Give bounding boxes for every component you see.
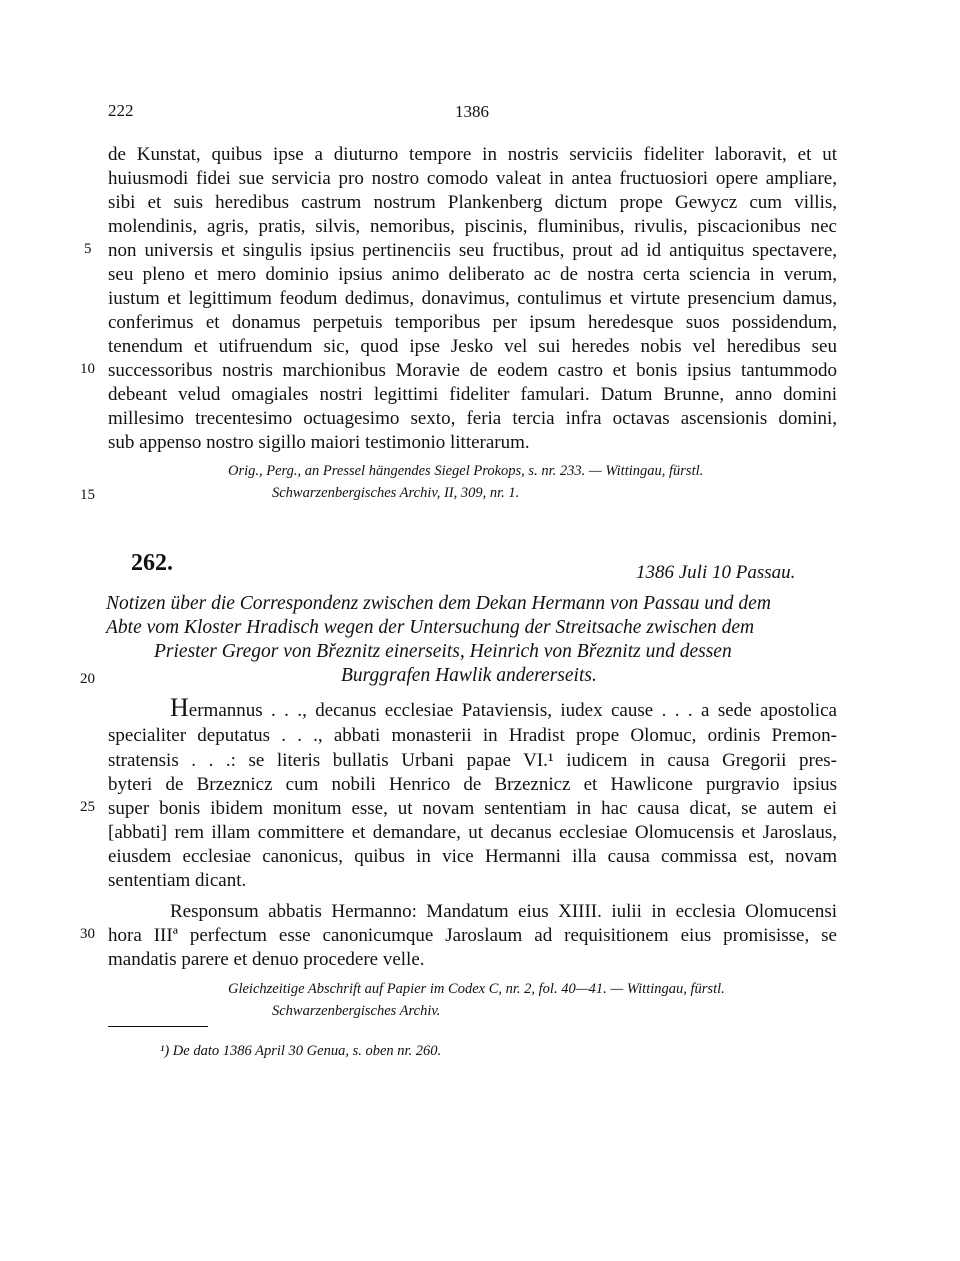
document-number: 262.: [131, 550, 173, 576]
document-heading: Abte vom Kloster Hradisch wegen der Untersuchung der Streitsache zwischen dem: [106, 617, 755, 638]
text-line: successoribus nostris marchionibus Moravie de eodem castro et bonis ipsius tantummodo: [108, 360, 837, 381]
text-line: de Kunstat, quibus ipse a diuturno tempore in nostris serviciis fideliter laboravit, et ut: [108, 144, 837, 165]
text-line: millesimo trecentesimo octuagesimo sexto, feria tercia infra octavas ascensionis domini,: [108, 408, 837, 429]
text-line: eiusdem ecclesiae canonicus, quibus in vice Hermanni illa causa commissa est, novam: [108, 846, 837, 867]
text-line: stratensis . . .: se literis bullatis Urbani papae VI.¹ iudicem in causa Gregorii pres-: [108, 750, 837, 771]
document-heading: Burggrafen Hawlik andererseits.: [341, 665, 597, 686]
text-line: tenendum et utifruendum sic, quod ipse Jesko vel sui heredes nobis vel heredibus seu: [108, 336, 837, 357]
text-line: byteri de Brzeznicz cum nobili Henrico de Brzeznicz et Hawlicone purgravio ipsius: [108, 774, 837, 795]
text-line: non universis et singulis ipsius pertinenciis seu fructibus, prout ad id antiquitus spectavere,: [108, 240, 837, 261]
line-number: 20: [80, 671, 95, 687]
text-line: sibi et suis heredibus castrum nostrum Plankenberg dictum prope Gewycz cum villis,: [108, 192, 837, 213]
page-number: 222: [108, 101, 134, 120]
text-line: molendinis, agris, pratis, silvis, nemoribus, piscinis, fluminibus, rivulis, piscacionibus nec: [108, 216, 837, 237]
line-number: 10: [80, 361, 95, 377]
source-note: Gleichzeitige Abschrift auf Papier im Codex C, nr. 2, fol. 40—41. — Wittingau, fürstl.: [228, 981, 725, 997]
text-line: seu pleno et mero dominio ipsius animo deliberato ac de nostra certa sciencia in verum,: [108, 264, 837, 285]
line-number: 30: [80, 926, 95, 942]
text-line: Responsum abbatis Hermanno: Mandatum eius XIIII. iulii in ecclesia Olomucensi: [170, 901, 837, 922]
initial-letter: H: [170, 693, 189, 722]
running-year: 1386: [455, 102, 489, 121]
text-line: [170, 693, 837, 723]
line-number: 5: [84, 241, 92, 257]
document-heading: Priester Gregor von Březnitz einerseits, Heinrich von Březnitz und dessen: [154, 641, 732, 662]
text-line: sententiam dicant.: [108, 870, 247, 891]
line-number: 15: [80, 487, 95, 503]
source-note: Schwarzenbergisches Archiv, II, 309, nr. 1.: [272, 485, 520, 501]
text-span: ermannus . . ., decanus ecclesiae Pataviensis, iudex cause . . . a sede apostolica: [188, 700, 837, 721]
document-date-place: 1386 Juli 10 Passau.: [636, 562, 796, 583]
source-note: Orig., Perg., an Pressel hängendes Siegel Prokops, s. nr. 233. — Wittingau, fürstl.: [228, 463, 704, 479]
text-line: iustum et legittimum feodum dedimus, donavimus, contulimus et virtute presencium damus,: [108, 288, 837, 309]
text-line: huiusmodi fidei sue servicia pro nostro comodo valeat in antea fructuosiori opere ampliare,: [108, 168, 837, 189]
text-line: [abbati] rem illam committere et demandare, ut decanus ecclesiae Olomucensis et Jaroslaus,: [108, 822, 837, 843]
source-note: Schwarzenbergisches Archiv.: [272, 1003, 441, 1019]
document-heading: Notizen über die Correspondenz zwischen dem Dekan Hermann von Passau und dem: [106, 593, 771, 614]
text-line: mandatis parere et denuo procedere velle.: [108, 949, 425, 970]
footnote: ¹) De dato 1386 April 30 Genua, s. oben nr. 260.: [160, 1043, 442, 1059]
text-line: conferimus et donamus perpetuis temporibus per ipsum heredesque suos possidendum,: [108, 312, 837, 333]
text-line: hora IIIª perfectum esse canonicumque Jaroslaum ad requisitionem eius promisisse, se: [108, 925, 837, 946]
footnote-rule: [108, 1026, 208, 1027]
text-line: sub appenso nostro sigillo maiori testimonio litterarum.: [108, 432, 530, 453]
text-line: super bonis ibidem monitum esse, ut novam sententiam in hac causa dicat, se autem ei: [108, 798, 837, 819]
text-line: debeant velud omagiales nostri legittimi fideliter famulari. Datum Brunne, anno domini: [108, 384, 837, 405]
line-number: 25: [80, 799, 95, 815]
text-line: specialiter deputatus . . ., abbati monasterii in Hradist prope Olomuc, ordinis Premon-: [108, 725, 837, 746]
